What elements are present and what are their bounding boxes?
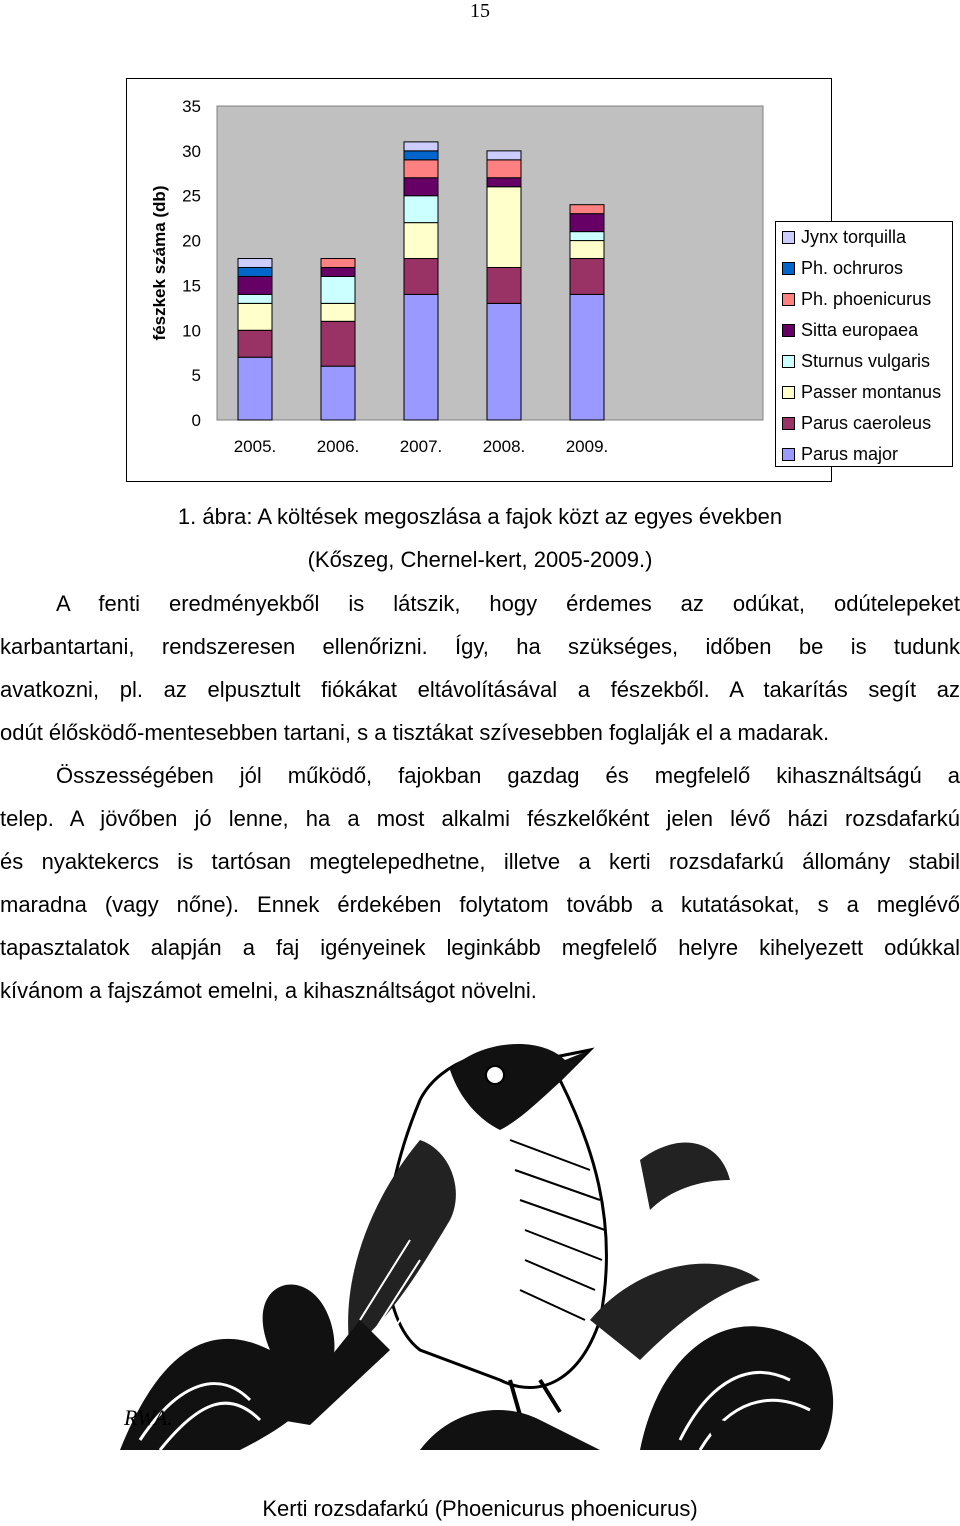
bar-segment	[570, 214, 604, 232]
bar-segment	[238, 259, 272, 268]
bar-segment	[570, 232, 604, 241]
paragraph-line: tapasztalatok alapján a faj igényeinek leginkább megfelelő helyre kihelyezett odúkkal	[0, 935, 960, 960]
bar-segment	[570, 259, 604, 295]
bar-segment	[404, 142, 438, 151]
paragraph-1	[0, 582, 960, 754]
bar-segment	[238, 330, 272, 357]
chart-plot	[127, 79, 833, 483]
legend-label: Ph. phoenicurus	[801, 288, 932, 309]
y-tick-label: 20	[182, 231, 201, 251]
bar-segment	[404, 259, 438, 295]
paragraph-line: telep. A jövőben jó lenne, ha a most alkalmi fészkelőként jelen lévő házi rozsdafarkú	[0, 806, 960, 831]
bar-segment	[570, 205, 604, 214]
bar-segment	[238, 267, 272, 276]
legend-swatch	[782, 386, 795, 399]
image-caption: Kerti rozsdafarkú (Phoenicurus phoenicurus)	[262, 1496, 698, 1521]
page-number: 15	[470, 0, 490, 22]
y-axis-title: fészkek száma (db)	[150, 185, 169, 341]
bar-segment	[404, 178, 438, 196]
legend-swatch	[782, 417, 795, 430]
x-tick-label: 2006.	[316, 437, 360, 456]
bar-segment	[321, 321, 355, 366]
x-tick-label: 2008.	[482, 437, 526, 456]
legend-item	[782, 225, 906, 249]
chart-legend	[775, 221, 953, 467]
paragraph-line: odút élősködő-mentesebben tartani, s a tisztákat szívesebben foglalják el a madarak.	[0, 720, 830, 745]
bar-segment	[404, 294, 438, 420]
paragraph-2	[0, 754, 960, 1012]
y-tick-label: 0	[191, 411, 201, 430]
figure-caption-line-1: 1. ábra: A költések megoszlása a fajok közt az egyes években	[177, 504, 783, 529]
x-tick-label: 2005.	[233, 437, 277, 456]
paragraph-line: A fenti eredményekből is látszik, hogy érdemes az odúkat, odútelepeket	[56, 591, 960, 616]
x-tick-label: 2009.	[565, 437, 609, 456]
legend-swatch	[782, 231, 795, 244]
legend-label: Parus caeroleus	[801, 412, 932, 433]
legend-item	[782, 380, 941, 404]
legend-swatch	[782, 293, 795, 306]
legend-item	[782, 349, 930, 373]
paragraph-line: és nyaktekercs is tartósan megtelepedhetne, illetve a kerti rozsdafarkú állomány stabil	[0, 849, 960, 874]
legend-label: Passer montanus	[801, 381, 942, 402]
bar-segment	[487, 267, 521, 303]
bar-segment	[321, 276, 355, 303]
legend-label: Parus major	[801, 443, 899, 464]
bar-segment	[487, 187, 521, 268]
paragraph-line: Összességében jól működő, fajokban gazdag és megfelelő kihasználtságú a	[56, 763, 960, 788]
y-tick-label: 35	[182, 97, 201, 116]
y-tick-label: 30	[182, 141, 201, 161]
bar-segment	[321, 267, 355, 276]
legend-item	[782, 256, 903, 280]
bar-segment	[570, 241, 604, 259]
bar-segment	[321, 259, 355, 268]
stacked-bar-chart	[126, 78, 942, 482]
legend-item	[782, 287, 931, 311]
legend-swatch	[782, 448, 795, 461]
y-tick-label: 5	[191, 366, 201, 386]
bar-segment	[238, 303, 272, 330]
bar-segment	[404, 223, 438, 259]
paragraph-line: kívánom a fajszámot emelni, a kihasználtságot növelni.	[0, 978, 537, 1003]
legend-item	[782, 411, 931, 435]
illustration-signature: RWA.	[124, 1405, 173, 1430]
bar-segment	[487, 178, 521, 187]
paragraph-line: karbantartani, rendszeresen ellenőrizni. Így, ha szükséges, időben be is tudunk	[0, 634, 960, 659]
bar-segment	[238, 276, 272, 294]
bar-segment	[238, 294, 272, 303]
redstart-illustration	[120, 1020, 840, 1450]
bar-segment	[238, 357, 272, 420]
legend-label: Sturnus vulgaris	[801, 350, 931, 371]
paragraph-line: avatkozni, pl. az elpusztult fiókákat eltávolításával a fészekből. A takarítás segít az	[0, 677, 960, 702]
legend-item	[782, 318, 918, 342]
bar-segment	[570, 294, 604, 420]
legend-swatch	[782, 262, 795, 275]
bar-segment	[321, 366, 355, 420]
legend-label: Jynx torquilla	[801, 226, 907, 247]
y-tick-label: 25	[182, 186, 201, 206]
legend-swatch	[782, 355, 795, 368]
legend-item	[782, 442, 898, 466]
legend-label: Ph. ochruros	[801, 257, 904, 278]
x-tick-label: 2007.	[399, 437, 443, 456]
bar-segment	[487, 160, 521, 178]
legend-label: Sitta europaea	[801, 319, 919, 340]
bar-segment	[321, 303, 355, 321]
bar-segment	[404, 160, 438, 178]
figure-caption-line-2: (Kőszeg, Chernel-kert, 2005-2009.)	[307, 547, 653, 572]
bar-segment	[404, 196, 438, 223]
bar-segment	[487, 151, 521, 160]
legend-swatch	[782, 324, 795, 337]
paragraph-line: maradna (vagy nőne). Ennek érdekében folytatom tovább a kutatásokat, s a meglévő	[0, 892, 960, 917]
y-tick-label: 15	[182, 276, 201, 296]
bar-segment	[404, 151, 438, 160]
y-tick-label: 10	[182, 321, 201, 341]
bar-segment	[487, 303, 521, 420]
